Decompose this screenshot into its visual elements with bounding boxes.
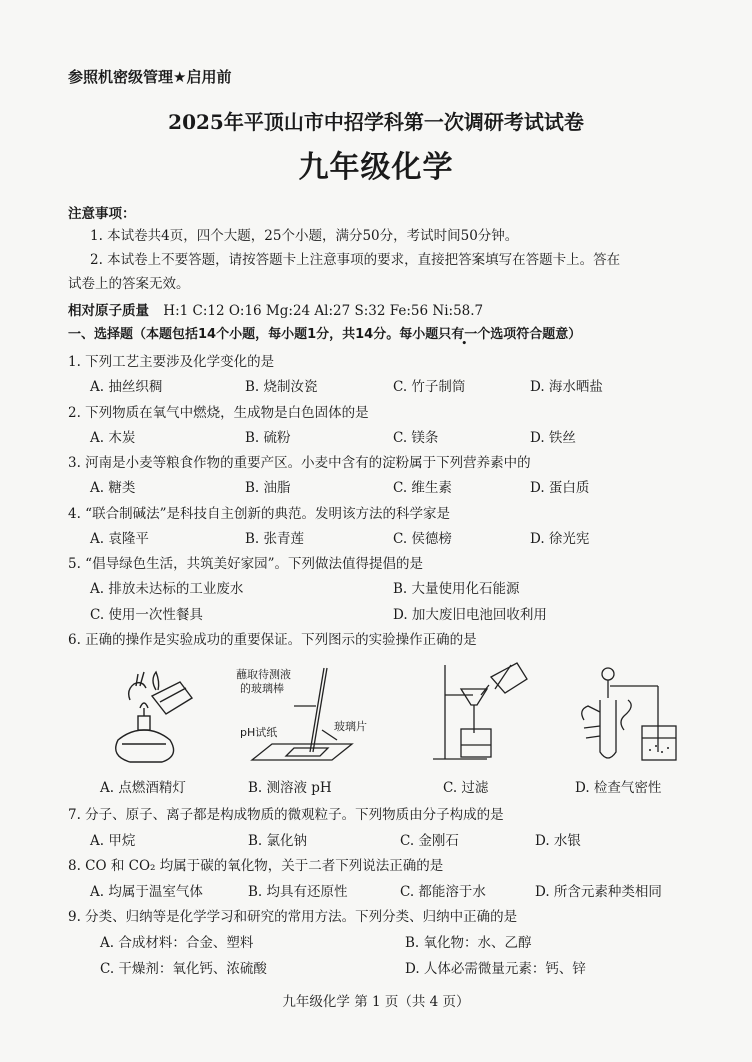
- section1-heading-emph: 只有一个: [438, 327, 491, 342]
- option[interactable]: A. 糖类: [90, 480, 136, 496]
- question-stem: 9. 分类、归纳等是化学学习和研究的常用方法。下列分类、归纳中正确的是: [68, 909, 518, 925]
- option[interactable]: B. 氯化钠: [248, 833, 308, 849]
- option[interactable]: B. 测溶液 pH: [248, 780, 332, 796]
- option[interactable]: B. 氧化物：水、乙醇: [405, 935, 532, 951]
- option[interactable]: D. 加大废旧电池回收利用: [393, 607, 547, 623]
- option[interactable]: C. 竹子制筒: [393, 379, 466, 395]
- filtration-figure: [425, 655, 540, 770]
- option[interactable]: B. 张青莲: [245, 531, 305, 547]
- option[interactable]: C. 干燥剂：氧化钙、浓硫酸: [100, 961, 267, 977]
- question-stem: 6. 正确的操作是实验成功的重要保证。下列图示的实验操作正确的是: [68, 632, 477, 648]
- option[interactable]: D. 海水晒盐: [530, 379, 603, 395]
- rod-label-line1: 蘸取待测液: [236, 668, 291, 681]
- option[interactable]: C. 侯德榜: [393, 531, 452, 547]
- secret-label: 参照机密级管理★启用前: [68, 68, 232, 86]
- option[interactable]: B. 硫粉: [245, 430, 291, 446]
- question-stem: 3. 河南是小麦等粮食作物的重要产区。小麦中含有的淀粉属于下列营养素中的: [68, 455, 531, 471]
- option[interactable]: A. 点燃酒精灯: [100, 780, 186, 796]
- option[interactable]: A. 抽丝织稠: [90, 379, 163, 395]
- option[interactable]: D. 检查气密性: [575, 780, 662, 796]
- option[interactable]: D. 水银: [535, 833, 581, 849]
- note-item: 1. 本试卷共4页，四个大题，25个小题，满分50分，考试时间50分钟。: [90, 228, 519, 244]
- option[interactable]: B. 大量使用化石能源: [393, 581, 520, 597]
- option[interactable]: C. 过滤: [443, 780, 489, 796]
- option[interactable]: D. 蛋白质: [530, 480, 590, 496]
- ph-test-figure: [232, 660, 382, 770]
- question-stem: 8. CO 和 CO₂ 均属于碳的氧化物，关于二者下列说法正确的是: [68, 858, 444, 874]
- option[interactable]: C. 维生素: [393, 480, 452, 496]
- option[interactable]: B. 油脂: [245, 480, 291, 496]
- alcohol-lamp-figure: [100, 660, 205, 770]
- option[interactable]: C. 都能溶于水: [400, 884, 486, 900]
- notes-heading: 注意事项：: [68, 206, 136, 222]
- question-stem: 2. 下列物质在氧气中燃烧，生成物是白色固体的是: [68, 405, 369, 421]
- option[interactable]: A. 甲烷: [90, 833, 136, 849]
- option[interactable]: D. 人体必需微量元素：钙、锌: [405, 961, 586, 977]
- option[interactable]: A. 木炭: [90, 430, 136, 446]
- question-stem: 4. “联合制碱法”是科技自主创新的典范。发明该方法的科学家是: [68, 506, 450, 522]
- option[interactable]: A. 均属于温室气体: [90, 884, 203, 900]
- section1-heading-prefix: 一、选择题（本题包括14个小题，每小题1分，共14分。每小题: [68, 327, 439, 342]
- option[interactable]: A. 合成材料：合金、塑料: [100, 935, 254, 951]
- option[interactable]: C. 镁条: [393, 430, 439, 446]
- option[interactable]: A. 排放未达标的工业废水: [90, 581, 244, 597]
- option[interactable]: D. 铁丝: [530, 430, 576, 446]
- ph-paper-label: pH试纸: [240, 726, 278, 739]
- option[interactable]: C. 使用一次性餐具: [90, 607, 203, 623]
- rod-label-line2: 的玻璃棒: [240, 682, 284, 695]
- glass-plate-label: 玻璃片: [334, 720, 367, 733]
- option[interactable]: A. 袁隆平: [90, 531, 149, 547]
- option[interactable]: D. 所含元素种类相同: [535, 884, 662, 900]
- note-item: 试卷上的答案无效。: [68, 276, 190, 292]
- question-stem: 7. 分子、原子、离子都是构成物质的微观粒子。下列物质由分子构成的是: [68, 807, 504, 823]
- option[interactable]: C. 金刚石: [400, 833, 459, 849]
- exam-title: 2025年平顶山市中招学科第一次调研考试试卷: [168, 110, 584, 134]
- option[interactable]: B. 烧制汝瓷: [245, 379, 318, 395]
- note-item: 2. 本试卷上不要答题，请按答题卡上注意事项的要求，直接把答案填写在答题卡上。答在: [90, 252, 621, 268]
- option[interactable]: B. 均具有还原性: [248, 884, 348, 900]
- option[interactable]: D. 徐光宪: [530, 531, 590, 547]
- atomic-mass-line: [68, 299, 483, 319]
- exam-subtitle: 九年级化学: [298, 150, 454, 185]
- airtightness-figure: [570, 660, 690, 770]
- section1-heading: [68, 323, 581, 342]
- atomic-mass-label: 相对原子质量: [68, 303, 149, 319]
- page-footer: 九年级化学 第 1 页（共 4 页）: [282, 994, 470, 1010]
- question-stem: 1. 下列工艺主要涉及化学变化的是: [68, 354, 275, 370]
- atomic-mass-values: H:1 C:12 O:16 Mg:24 Al:27 S:32 Fe:56 Ni:58.7: [163, 303, 484, 319]
- question-stem: 5. “倡导绿色生活，共筑美好家园”。下列做法值得提倡的是: [68, 556, 423, 572]
- section1-heading-suffix: 选项符合题意）: [490, 327, 582, 342]
